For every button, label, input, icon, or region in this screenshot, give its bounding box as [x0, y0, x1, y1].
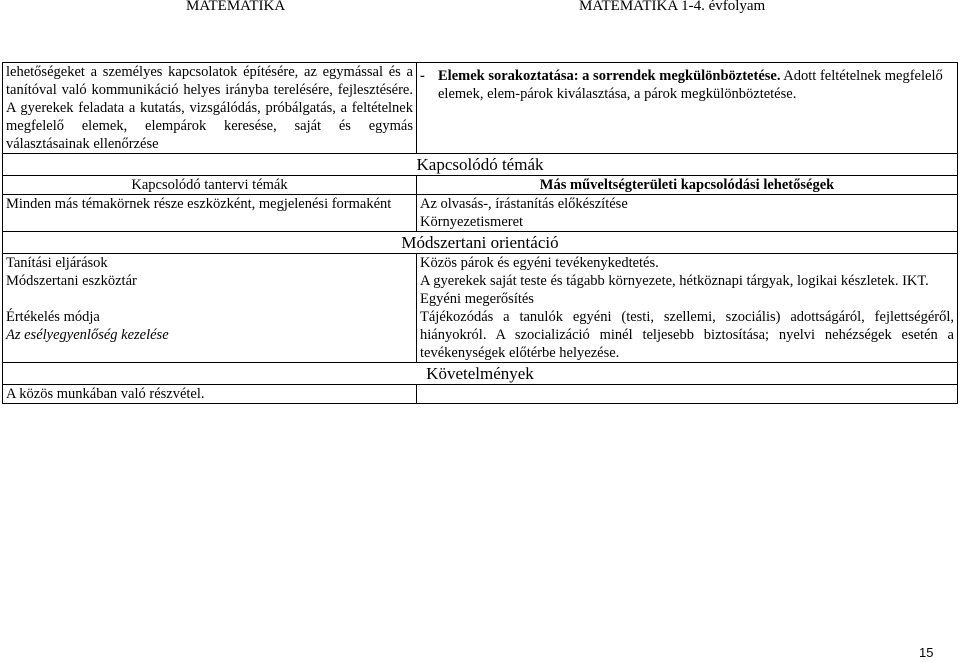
label-tanitasi-eljarasok: Tanítási eljárások: [6, 255, 108, 271]
value-eselyegyenloseg: Tájékozódás a tanulók egyéni (testi, szellemi, szociális) adottságáról, fejlettségéről, hiányokról. A szocializáció minél teljesebb biztosítása; nyelvi nehézségek esetén a tevékenységek előtérbe helyezése.: [420, 309, 954, 361]
value-tanitasi-eljarasok: Közös párok és egyéni tevékenykedtetés.: [420, 255, 659, 271]
intro-dash: -: [420, 68, 425, 84]
kapcsolodo-right-header: Más műveltségterületi kapcsolódási lehetőségek: [417, 176, 958, 195]
curriculum-table: [2, 62, 958, 404]
kovetelmenyek-content-row: [3, 385, 958, 404]
modszertan-labels-cell: [3, 254, 417, 363]
intro-row: [3, 63, 958, 154]
modszertan-title-row: [3, 232, 958, 254]
kovetelmenyek-left-text: A közös munkában való részvétel.: [3, 385, 417, 404]
kapcsolodo-left-header: Kapcsolódó tantervi témák: [3, 176, 417, 195]
kapcsolodo-content-row: [3, 195, 958, 232]
label-eselyegyenloseg: Az esélyegyenlőség kezelése: [6, 327, 169, 343]
value-ertekeles-modja: Egyéni megerősítés: [420, 291, 534, 307]
kapcsolodo-right-line1: Az olvasás-, írástanítás előkészítése: [420, 196, 628, 212]
kovetelmenyek-title: Követelmények: [3, 363, 958, 385]
value-modszertani-eszkoztar: A gyerekek saját teste és tágabb környezete, hétköznapi tárgyak, logikai készletek. IKT.: [420, 273, 929, 289]
modszertan-title: Módszertani orientáció: [3, 232, 958, 254]
modszertan-content-row: [3, 254, 958, 363]
intro-right-text: Adott feltételnek megfelelő elemek, elem-párok kiválasztása, a párok megkülönböztetése.: [438, 68, 943, 102]
header-left-title: MATEMATIKA: [186, 0, 286, 14]
kovetelmenyek-title-row: [3, 363, 958, 385]
kapcsolodo-left-text: Minden más témakörnek része eszközként, megjelenési formaként: [3, 195, 417, 232]
header-right-title: MATEMATIKA 1-4. évfolyam: [579, 0, 766, 14]
kapcsolodo-right-line2: Környezetismeret: [420, 214, 524, 230]
kapcsolodo-title-row: [3, 154, 958, 176]
kovetelmenyek-right-cell: [417, 385, 958, 404]
intro-left-text: lehetőségeket a személyes kapcsolatok építésére, az egymással és a tanítóval való kommunikáció helyes irányba terelésére, fejlesztésére. A gyerekek feladata a kutatás, vizsgálódás, próbálgatás, a feltételnek megfelelő elemek, elempárok keresése, saját és egymás választásainak ellenőrzése: [6, 64, 413, 152]
intro-left-cell: [3, 63, 417, 154]
page-number: 15: [919, 645, 934, 660]
label-ertekeles-modja: Értékelés módja: [6, 309, 100, 325]
intro-right-cell: [417, 63, 958, 154]
kapcsolodo-right-cell: [417, 195, 958, 232]
label-modszertani-eszkoztar: Módszertani eszköztár: [6, 273, 137, 289]
kapcsolodo-title: Kapcsolódó témák: [3, 154, 958, 176]
intro-right-bold: Elemek sorakoztatása: a sorrendek megkülönböztetése.: [438, 68, 781, 84]
kapcsolodo-header-row: [3, 176, 958, 195]
modszertan-values-cell: [417, 254, 958, 363]
